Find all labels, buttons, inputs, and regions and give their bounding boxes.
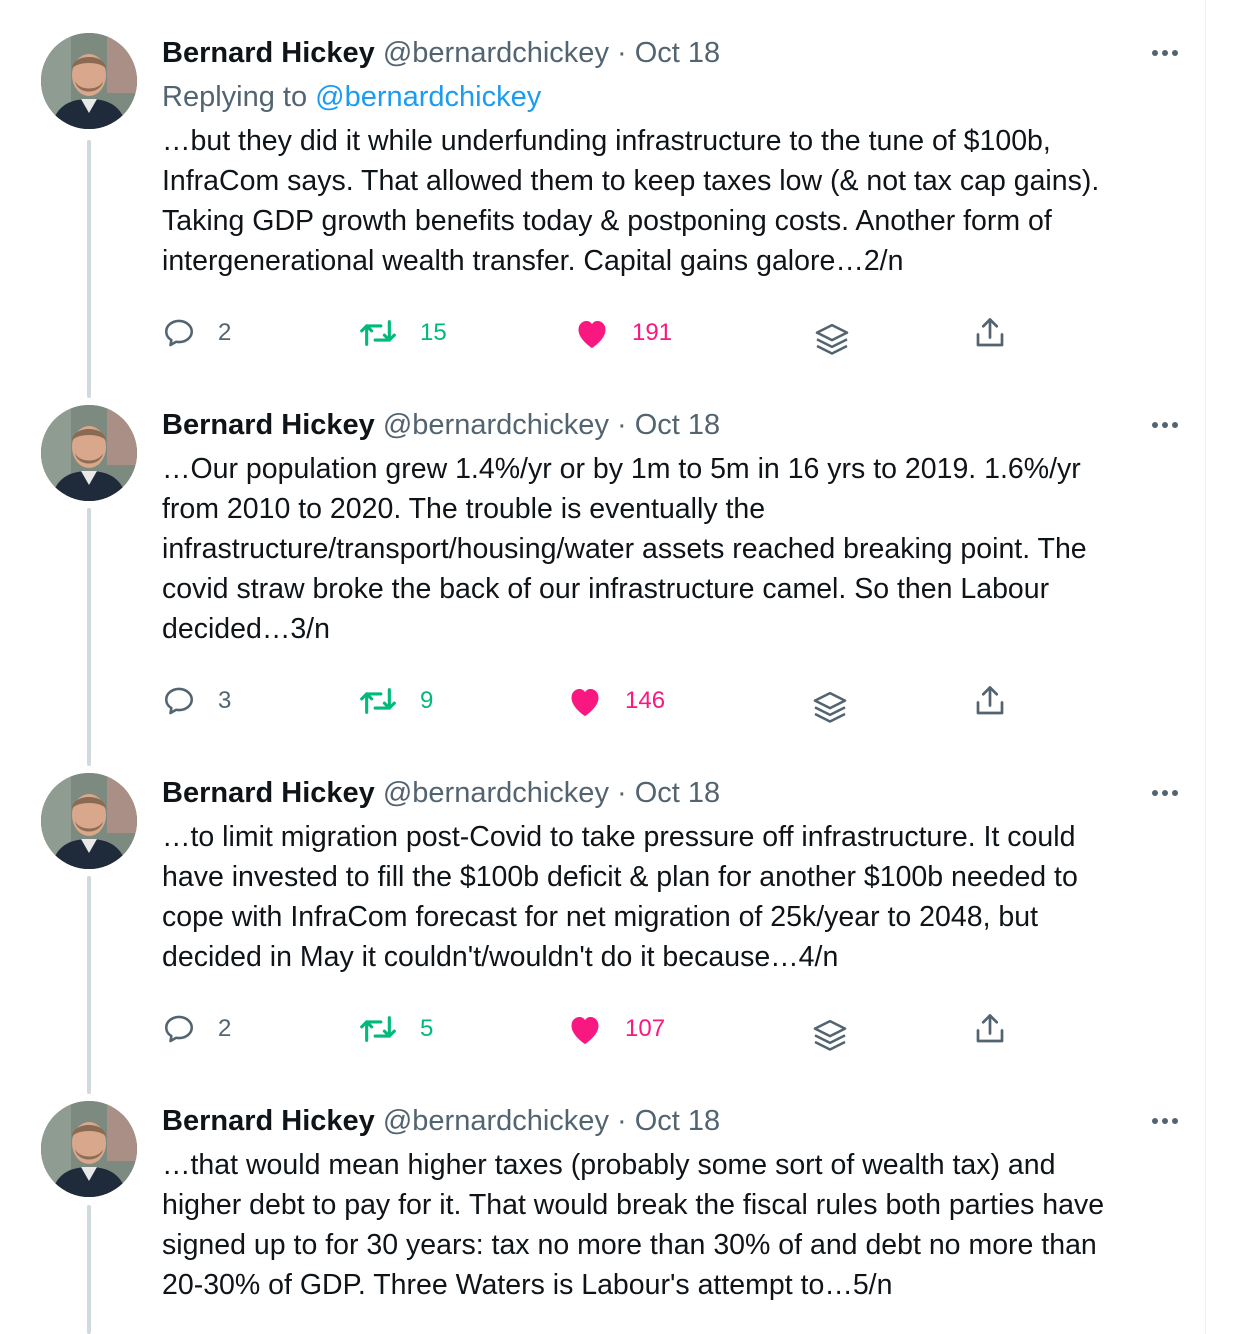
author-name[interactable]: Bernard Hickey xyxy=(162,1105,375,1137)
like-count: 146 xyxy=(625,687,666,714)
share-button[interactable] xyxy=(972,679,1008,723)
tweet-text-line: signed up to for 30 years: tax no more than 30% of and debt no more than xyxy=(162,1229,1097,1261)
retweet-button[interactable] xyxy=(358,311,447,355)
tweet-date[interactable]: Oct 18 xyxy=(634,777,721,809)
author-handle[interactable]: @bernardchickey xyxy=(382,37,609,69)
more-icon[interactable] xyxy=(1147,1101,1183,1141)
more-icon[interactable] xyxy=(1147,773,1183,813)
tweet-text xyxy=(162,121,1172,281)
tweet-header xyxy=(162,405,1172,445)
tweet-actions xyxy=(162,1007,1062,1051)
retweet-count: 15 xyxy=(420,319,447,346)
avatar[interactable] xyxy=(41,773,137,869)
replying-label: Replying to xyxy=(162,81,316,113)
reply-count: 2 xyxy=(218,319,232,346)
tweet[interactable] xyxy=(0,1096,1205,1334)
reply-button[interactable] xyxy=(162,679,231,723)
tweet-text-line: …but they did it while underfunding infrastructure to the tune of $100b, xyxy=(162,125,1051,157)
reply-icon xyxy=(162,1012,196,1046)
heart-icon xyxy=(574,316,610,350)
like-button[interactable] xyxy=(567,1007,665,1051)
tweet-date[interactable]: Oct 18 xyxy=(634,1105,721,1137)
tweet[interactable] xyxy=(0,400,1205,768)
tweet-text-line: …that would mean higher taxes (probably some sort of wealth tax) and xyxy=(162,1149,1056,1181)
tweet-text-line: decided…3/n xyxy=(162,613,330,645)
author-name[interactable]: Bernard Hickey xyxy=(162,37,375,69)
separator: · xyxy=(617,409,627,441)
author-handle[interactable]: @bernardchickey xyxy=(382,777,609,809)
tweet-header xyxy=(162,773,1172,813)
tweet-actions xyxy=(162,311,1062,355)
author-handle[interactable]: @bernardchickey xyxy=(382,409,609,441)
reply-button[interactable] xyxy=(162,1007,231,1051)
tweet-text-line: intergenerational wealth transfer. Capital gains galore…2/n xyxy=(162,245,904,277)
share-icon xyxy=(972,315,1008,351)
avatar-image xyxy=(41,405,137,501)
stack-icon xyxy=(810,1017,850,1057)
tweet-text-line: infrastructure/transport/housing/water assets reached breaking point. The xyxy=(162,533,1087,565)
tweet-actions xyxy=(162,679,1062,723)
tweet-header xyxy=(162,33,1172,73)
avatar-image xyxy=(41,1101,137,1197)
share-icon xyxy=(972,683,1008,719)
retweet-icon xyxy=(358,316,398,350)
tweet-text-line: cope with InfraCom forecast for net migration of 25k/year to 2048, but xyxy=(162,901,1039,933)
retweet-button[interactable] xyxy=(358,679,433,723)
separator: · xyxy=(617,1105,627,1137)
replying-to xyxy=(162,77,1172,117)
separator: · xyxy=(617,37,627,69)
reply-count: 2 xyxy=(218,1015,232,1042)
retweet-icon xyxy=(358,1012,398,1046)
tweet-text-line: higher debt to pay for it. That would break the fiscal rules both parties have xyxy=(162,1189,1105,1221)
tweet[interactable] xyxy=(0,0,1205,400)
tweet-date[interactable]: Oct 18 xyxy=(634,37,721,69)
retweet-count: 9 xyxy=(420,687,434,714)
share-button[interactable] xyxy=(972,311,1008,355)
author-name[interactable]: Bernard Hickey xyxy=(162,409,375,441)
tweet-text-line: …Our population grew 1.4%/yr or by 1m to 5m in 16 yrs to 2019. 1.6%/yr xyxy=(162,453,1081,485)
tweet-text-line: 20-30% of GDP. Three Waters is Labour's attempt to…5/n xyxy=(162,1269,893,1301)
tweet-text-line: InfraCom says. That allowed them to keep taxes low (& not tax cap gains). xyxy=(162,165,1100,197)
avatar-image xyxy=(41,33,137,129)
stack-icon xyxy=(812,321,852,361)
tweet-header xyxy=(162,1101,1172,1141)
tweet-text xyxy=(162,449,1172,649)
author-handle[interactable]: @bernardchickey xyxy=(382,1105,609,1137)
like-button[interactable] xyxy=(567,679,665,723)
like-count: 191 xyxy=(632,319,673,346)
heart-icon xyxy=(567,1012,603,1046)
timeline-border xyxy=(1205,0,1206,1334)
reply-button[interactable] xyxy=(162,311,231,355)
like-button[interactable] xyxy=(574,311,672,355)
stack-icon xyxy=(810,689,850,729)
tweet-text-line: from 2010 to 2020. The trouble is eventually the xyxy=(162,493,766,525)
retweet-button[interactable] xyxy=(358,1007,433,1051)
avatar-image xyxy=(41,773,137,869)
avatar[interactable] xyxy=(41,405,137,501)
tweet-text-line: decided in May it couldn't/wouldn't do it because…4/n xyxy=(162,941,839,973)
tweet[interactable] xyxy=(0,768,1205,1096)
stack-button[interactable] xyxy=(810,687,850,731)
author-name[interactable]: Bernard Hickey xyxy=(162,777,375,809)
replying-mention[interactable]: @bernardchickey xyxy=(315,81,542,113)
tweet-text xyxy=(162,817,1172,977)
share-icon xyxy=(972,1011,1008,1047)
reply-count: 3 xyxy=(218,687,232,714)
reply-icon xyxy=(162,684,196,718)
stack-button[interactable] xyxy=(810,1015,850,1059)
tweet-text-line: have invested to fill the $100b deficit & plan for another $100b needed to xyxy=(162,861,1078,893)
tweet-text-line: …to limit migration post-Covid to take pressure off infrastructure. It could xyxy=(162,821,1076,853)
avatar[interactable] xyxy=(41,33,137,129)
tweet-text-line: covid straw broke the back of our infrastructure camel. So then Labour xyxy=(162,573,1050,605)
like-count: 107 xyxy=(625,1015,666,1042)
separator: · xyxy=(617,777,627,809)
more-icon[interactable] xyxy=(1147,33,1183,73)
retweet-icon xyxy=(358,684,398,718)
avatar[interactable] xyxy=(41,1101,137,1197)
retweet-count: 5 xyxy=(420,1015,434,1042)
tweet-text xyxy=(162,1145,1172,1305)
share-button[interactable] xyxy=(972,1007,1008,1051)
heart-icon xyxy=(567,684,603,718)
tweet-text-line: Taking GDP growth benefits today & postponing costs. Another form of xyxy=(162,205,1052,237)
tweet-date[interactable]: Oct 18 xyxy=(634,409,721,441)
more-icon[interactable] xyxy=(1147,405,1183,445)
reply-icon xyxy=(162,316,196,350)
stack-button[interactable] xyxy=(812,319,852,363)
